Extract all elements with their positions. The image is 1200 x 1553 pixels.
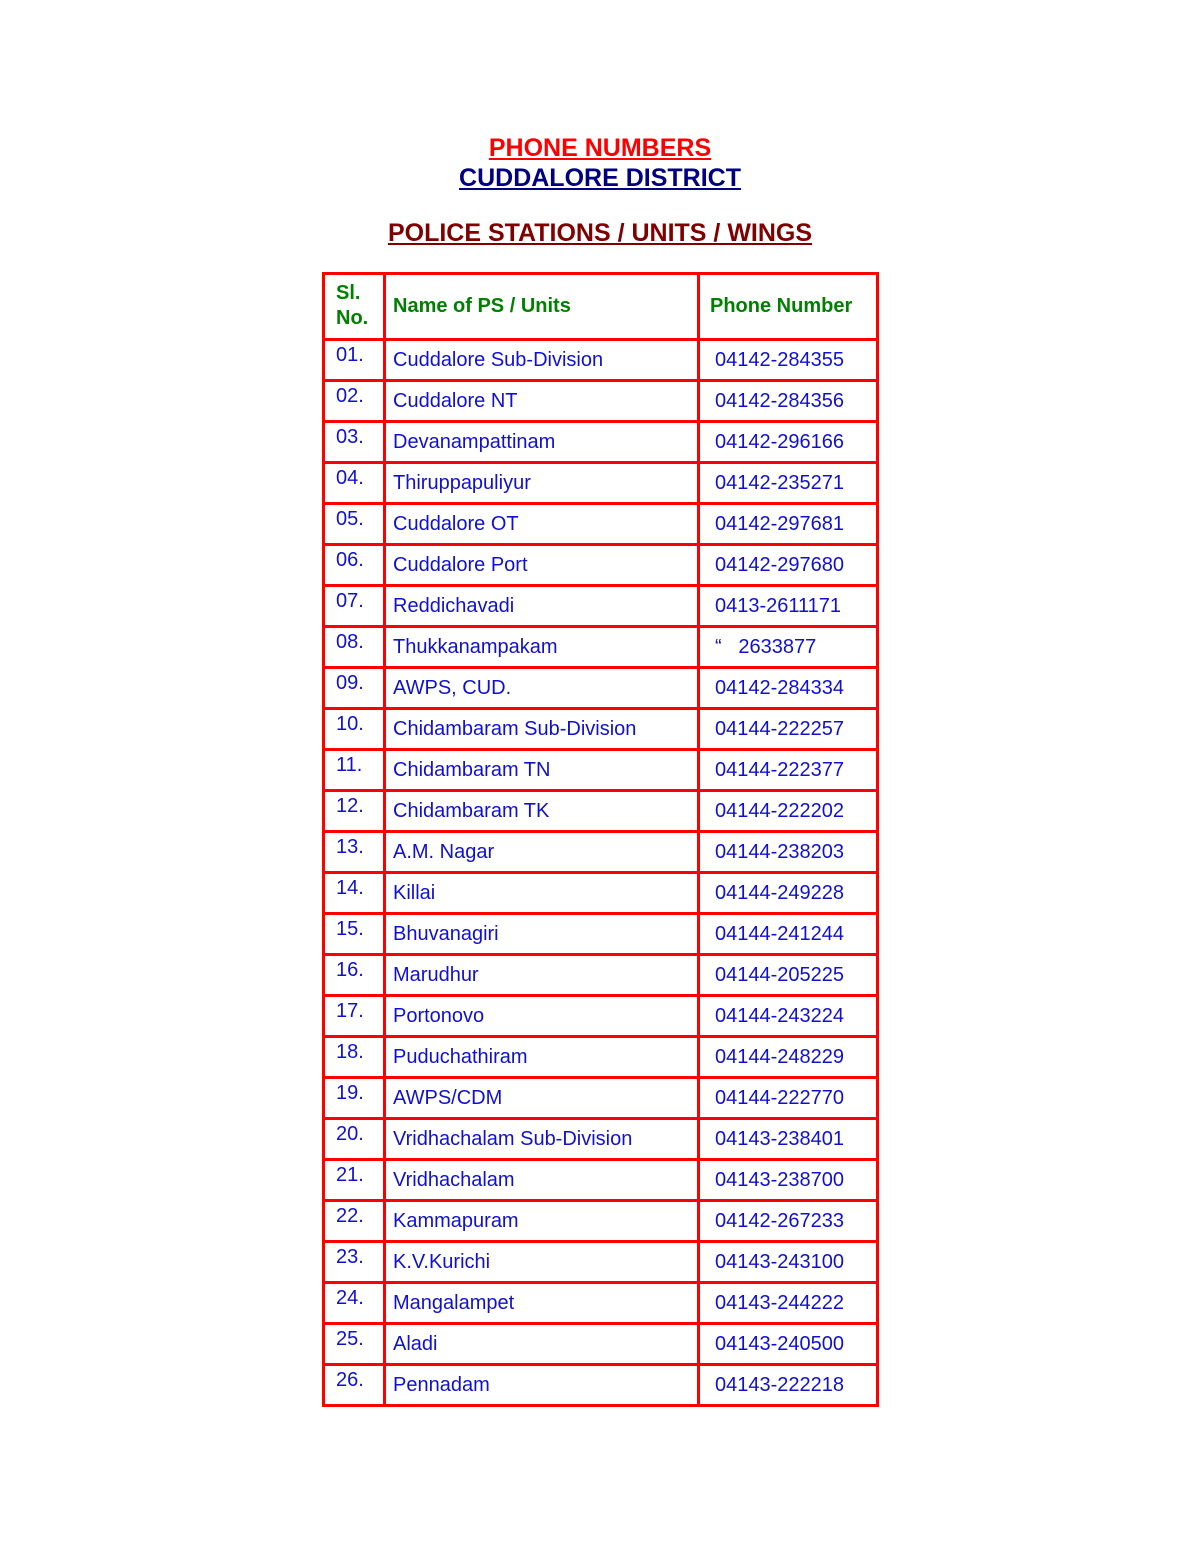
cell-name: Thukkanampakam xyxy=(385,627,699,668)
table-row xyxy=(324,791,878,832)
cell-name: Thiruppapuliyur xyxy=(385,463,699,504)
cell-name: Reddichavadi xyxy=(385,586,699,627)
cell-sl-no: 09. xyxy=(324,668,385,709)
header-sl-no: Sl. No. xyxy=(324,274,385,340)
cell-phone: 04142-297680 xyxy=(699,545,878,586)
cell-sl-no: 18. xyxy=(324,1037,385,1078)
cell-sl-no: 26. xyxy=(324,1365,385,1406)
cell-phone: 04144-222257 xyxy=(699,709,878,750)
table-row xyxy=(324,545,878,586)
police-stations-table xyxy=(322,272,879,1407)
table-row xyxy=(324,1242,878,1283)
table-row xyxy=(324,340,878,381)
cell-phone: 04142-284334 xyxy=(699,668,878,709)
cell-name: Chidambaram TN xyxy=(385,750,699,791)
cell-name: Vridhachalam Sub-Division xyxy=(385,1119,699,1160)
cell-phone: 04144-238203 xyxy=(699,832,878,873)
cell-sl-no: 13. xyxy=(324,832,385,873)
cell-name: A.M. Nagar xyxy=(385,832,699,873)
cell-name: Bhuvanagiri xyxy=(385,914,699,955)
cell-phone: “ 2633877 xyxy=(699,627,878,668)
cell-sl-no: 03. xyxy=(324,422,385,463)
cell-sl-no: 02. xyxy=(324,381,385,422)
cell-phone: 04142-296166 xyxy=(699,422,878,463)
cell-sl-no: 20. xyxy=(324,1119,385,1160)
cell-sl-no: 25. xyxy=(324,1324,385,1365)
table-row xyxy=(324,668,878,709)
cell-phone: 04144-205225 xyxy=(699,955,878,996)
cell-sl-no: 06. xyxy=(324,545,385,586)
cell-name: AWPS/CDM xyxy=(385,1078,699,1119)
cell-name: Aladi xyxy=(385,1324,699,1365)
header-phone: Phone Number xyxy=(699,274,878,340)
table-row xyxy=(324,381,878,422)
table-row xyxy=(324,1119,878,1160)
table-row xyxy=(324,955,878,996)
cell-phone: 04142-235271 xyxy=(699,463,878,504)
header-name: Name of PS / Units xyxy=(385,274,699,340)
cell-sl-no: 08. xyxy=(324,627,385,668)
cell-sl-no: 14. xyxy=(324,873,385,914)
cell-phone: 04144-241244 xyxy=(699,914,878,955)
cell-phone: 04144-249228 xyxy=(699,873,878,914)
cell-phone: 04142-284355 xyxy=(699,340,878,381)
cell-sl-no: 07. xyxy=(324,586,385,627)
cell-name: Cuddalore Sub-Division xyxy=(385,340,699,381)
cell-name: Cuddalore NT xyxy=(385,381,699,422)
cell-name: Chidambaram TK xyxy=(385,791,699,832)
cell-sl-no: 21. xyxy=(324,1160,385,1201)
cell-phone: 04144-248229 xyxy=(699,1037,878,1078)
table-row xyxy=(324,1160,878,1201)
district-title: CUDDALORE DISTRICT xyxy=(459,164,741,192)
cell-sl-no: 16. xyxy=(324,955,385,996)
cell-name: Kammapuram xyxy=(385,1201,699,1242)
cell-name: Puduchathiram xyxy=(385,1037,699,1078)
cell-sl-no: 10. xyxy=(324,709,385,750)
cell-sl-no: 22. xyxy=(324,1201,385,1242)
cell-phone: 04142-297681 xyxy=(699,504,878,545)
table-row xyxy=(324,1201,878,1242)
cell-name: Marudhur xyxy=(385,955,699,996)
cell-name: Mangalampet xyxy=(385,1283,699,1324)
cell-phone: 04144-222202 xyxy=(699,791,878,832)
cell-name: Cuddalore OT xyxy=(385,504,699,545)
cell-phone: 04143-238700 xyxy=(699,1160,878,1201)
table-row xyxy=(324,504,878,545)
cell-phone: 04143-243100 xyxy=(699,1242,878,1283)
cell-phone: 04144-222377 xyxy=(699,750,878,791)
table-row xyxy=(324,709,878,750)
cell-sl-no: 01. xyxy=(324,340,385,381)
cell-sl-no: 12. xyxy=(324,791,385,832)
table-row xyxy=(324,1078,878,1119)
cell-sl-no: 17. xyxy=(324,996,385,1037)
table-row xyxy=(324,422,878,463)
cell-name: Cuddalore Port xyxy=(385,545,699,586)
cell-name: Portonovo xyxy=(385,996,699,1037)
cell-phone: 04142-267233 xyxy=(699,1201,878,1242)
table-row xyxy=(324,873,878,914)
table-row xyxy=(324,463,878,504)
cell-sl-no: 05. xyxy=(324,504,385,545)
cell-name: AWPS, CUD. xyxy=(385,668,699,709)
table-row xyxy=(324,1283,878,1324)
cell-phone: 04143-244222 xyxy=(699,1283,878,1324)
cell-name: Killai xyxy=(385,873,699,914)
table-header-row xyxy=(324,274,878,340)
cell-phone: 04142-284356 xyxy=(699,381,878,422)
cell-name: K.V.Kurichi xyxy=(385,1242,699,1283)
table-row xyxy=(324,586,878,627)
table-row xyxy=(324,996,878,1037)
table-row xyxy=(324,1365,878,1406)
cell-name: Devanampattinam xyxy=(385,422,699,463)
table-row xyxy=(324,1037,878,1078)
page-title: PHONE NUMBERS xyxy=(488,134,712,162)
cell-phone: 04144-243224 xyxy=(699,996,878,1037)
cell-phone: 04143-222218 xyxy=(699,1365,878,1406)
table-row xyxy=(324,1324,878,1365)
table-row xyxy=(324,750,878,791)
table-row xyxy=(324,627,878,668)
section-title: POLICE STATIONS / UNITS / WINGS xyxy=(387,219,813,247)
cell-name: Vridhachalam xyxy=(385,1160,699,1201)
cell-name: Pennadam xyxy=(385,1365,699,1406)
cell-sl-no: 19. xyxy=(324,1078,385,1119)
table-row xyxy=(324,914,878,955)
cell-sl-no: 11. xyxy=(324,750,385,791)
cell-sl-no: 24. xyxy=(324,1283,385,1324)
cell-sl-no: 23. xyxy=(324,1242,385,1283)
cell-phone: 04143-238401 xyxy=(699,1119,878,1160)
cell-phone: 0413-2611171 xyxy=(699,586,878,627)
cell-phone: 04144-222770 xyxy=(699,1078,878,1119)
table-row xyxy=(324,832,878,873)
cell-phone: 04143-240500 xyxy=(699,1324,878,1365)
cell-sl-no: 04. xyxy=(324,463,385,504)
cell-sl-no: 15. xyxy=(324,914,385,955)
table-body xyxy=(324,340,878,1406)
cell-name: Chidambaram Sub-Division xyxy=(385,709,699,750)
